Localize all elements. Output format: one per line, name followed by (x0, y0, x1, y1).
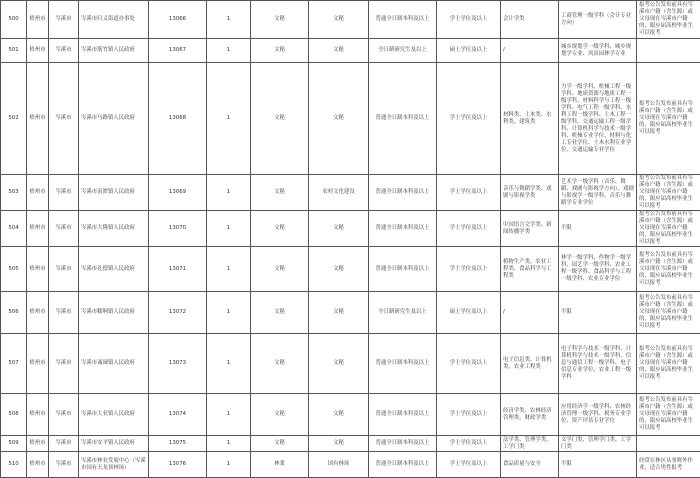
hire-count-cell: 1 (207, 394, 251, 436)
education-cell: 普通全日制本科及以上 (369, 394, 437, 436)
county-cell: 岑溪市 (49, 39, 79, 63)
duty-cell: 文秘 (309, 63, 369, 175)
post-type-cell: 文秘 (251, 436, 309, 452)
unit-name-cell: 岑溪市礼德镇人民政府 (79, 247, 149, 292)
hire-count-cell: 1 (207, 452, 251, 478)
degree-cell: 学士学位及以上 (437, 394, 501, 436)
education-cell: 普通全日制本科及以上 (369, 175, 437, 211)
major-graduate-cell: 工商管理一级学科（会计专业方向） (559, 1, 637, 39)
hire-count-cell: 1 (207, 1, 251, 39)
unit-name-cell: 岑溪市南渡镇人民政府 (79, 175, 149, 211)
duty-cell: 文秘 (309, 436, 369, 452)
post-code-cell: 13076 (149, 452, 207, 478)
hire-count-cell: 1 (207, 436, 251, 452)
education-cell: 普通全日制本科及以上 (369, 211, 437, 247)
post-type-cell: 文秘 (251, 1, 309, 39)
major-graduate-cell: 城乡规划学一级学科、城乡规划学专业、风景园林学专业 (559, 39, 637, 63)
degree-cell: 学士学位及以上 (437, 63, 501, 175)
other-conditions-cell: 报考公告发布前具有岑溪市户籍（含生源）或父母现在岑溪市户籍的，限应届高校毕业生可以报考 (637, 63, 700, 175)
education-cell: 普通全日制本科及以上 (369, 247, 437, 292)
table-row (1, 292, 700, 334)
city-cell: 梧州市 (27, 247, 49, 292)
major-undergrad-cell: 会计学类 (501, 1, 559, 39)
city-cell: 梧州市 (27, 436, 49, 452)
table-row (1, 211, 700, 247)
city-cell: 梧州市 (27, 63, 49, 175)
row-number: 508 (1, 394, 27, 436)
hire-count-cell: 1 (207, 247, 251, 292)
degree-cell: 学士学位及以上 (437, 211, 501, 247)
row-number: 507 (1, 334, 27, 394)
county-cell: 岑溪市 (49, 63, 79, 175)
city-cell: 梧州市 (27, 175, 49, 211)
other-conditions-cell: 报考公告发布前具有岑溪市户籍（含生源）或父母现在岑溪市户籍的，限应届高校毕业生可以报考 (637, 211, 700, 247)
duty-cell: 文秘 (309, 394, 369, 436)
major-undergrad-cell: 电子信息类、计算机类、农业工程类 (501, 334, 559, 394)
duty-cell: 文秘 (309, 39, 369, 63)
hire-count-cell: 1 (207, 211, 251, 247)
education-cell: 全日制研究生及以上 (369, 39, 437, 63)
unit-name-cell: 岑溪市筋竹镇人民政府 (79, 39, 149, 63)
table-row (1, 175, 700, 211)
other-conditions-cell: 报考公告发布前具有岑溪市户籍（含生源）或父母现在岑溪市户籍的，限应届高校毕业生可以报考 (637, 334, 700, 394)
county-cell: 岑溪市 (49, 436, 79, 452)
row-number: 510 (1, 452, 27, 478)
major-undergrad-cell: 材料类、土木类、水利类、建筑类 (501, 63, 559, 175)
hire-count-cell: 1 (207, 39, 251, 63)
city-cell: 梧州市 (27, 211, 49, 247)
education-cell: 普通全日制本科及以上 (369, 63, 437, 175)
table-row (1, 394, 700, 436)
table-row (1, 63, 700, 175)
other-conditions-cell: 报考公告发布前具有岑溪市户籍（含生源）或父母现在岑溪市户籍的，限应届高校毕业生可以报考 (637, 175, 700, 211)
duty-cell: 农村文化建设 (309, 175, 369, 211)
major-undergrad-cell: / (501, 39, 559, 63)
major-undergrad-cell: 法学类、管理学类、工学门类 (501, 436, 559, 452)
duty-cell: 文秘 (309, 292, 369, 334)
other-conditions-cell (637, 436, 700, 452)
education-cell: 全日制研究生及以上 (369, 292, 437, 334)
county-cell: 岑溪市 (49, 452, 79, 478)
unit-name-cell: 岑溪市大隆镇人民政府 (79, 211, 149, 247)
degree-cell: 学士学位及以上 (437, 452, 501, 478)
city-cell: 梧州市 (27, 1, 49, 39)
hire-count-cell: 1 (207, 175, 251, 211)
degree-cell: 学士学位及以上 (437, 1, 501, 39)
education-cell: 普通全日制本科及以上 (369, 1, 437, 39)
row-number: 503 (1, 175, 27, 211)
major-undergrad-cell: / (501, 292, 559, 334)
degree-cell: 硕士学位及以上 (437, 292, 501, 334)
major-undergrad-cell: 经济学类、农林经济管理类、财政学类 (501, 394, 559, 436)
row-number: 501 (1, 39, 27, 63)
post-code-cell: 13069 (149, 175, 207, 211)
city-cell: 梧州市 (27, 292, 49, 334)
post-code-cell: 13074 (149, 394, 207, 436)
table-row (1, 436, 700, 452)
other-conditions-cell (637, 39, 700, 63)
major-graduate-cell: 不限 (559, 211, 637, 247)
hire-count-cell: 1 (207, 63, 251, 175)
hire-count-cell: 1 (207, 334, 251, 394)
county-cell: 岑溪市 (49, 247, 79, 292)
city-cell: 梧州市 (27, 39, 49, 63)
education-cell: 普通全日制本科及以上 (369, 334, 437, 394)
post-code-cell: 13073 (149, 334, 207, 394)
major-graduate-cell: 林学一级学科、作物学一级学科、园艺学一级学科、农业工程一级学科、食品科学与工程一级学科、农业专业学位 (559, 247, 637, 292)
post-type-cell: 文秘 (251, 63, 309, 175)
row-number: 509 (1, 436, 27, 452)
table-row (1, 39, 700, 63)
major-graduate-cell: 电子科学与技术一级学科、计算机科学与技术一级学科、信息与通信工程一级学科、电子信息专业学位、农业工程一级学科 (559, 334, 637, 394)
other-conditions-cell: 报考公告发布前具有岑溪市户籍（含生源）或父母现在岑溪市户籍的，限应届高校毕业生可以报考 (637, 1, 700, 39)
major-graduate-cell: 不限 (559, 292, 637, 334)
major-graduate-cell: 不限 (559, 452, 637, 478)
major-graduate-cell: 艺术学一级学科（音乐、舞蹈、戏剧与影视学方向）、戏剧与影视学一级学科、音乐与舞蹈学专业学位 (559, 175, 637, 211)
major-undergrad-cell: 植物生产类、农业工程类、食品科学与工程类 (501, 247, 559, 292)
major-graduate-cell: 应用经济学一级学科、农林经济管理一级学科、税务专业学位、资产评估专业学位 (559, 394, 637, 436)
post-type-cell: 文秘 (251, 394, 309, 436)
degree-cell: 学士学位及以上 (437, 247, 501, 292)
other-conditions-cell: 报考公告发布前具有岑溪市户籍（含生源）或父母现在岑溪市户籍的，限应届高校毕业生可以报考 (637, 394, 700, 436)
post-code-cell: 13067 (149, 39, 207, 63)
row-number: 502 (1, 63, 27, 175)
row-number: 500 (1, 1, 27, 39)
other-conditions-cell: 报考公告发布前具有岑溪市户籍（含生源）或父母现在岑溪市户籍的，限应届高校毕业生可以报考 (637, 292, 700, 334)
post-code-cell: 13075 (149, 436, 207, 452)
duty-cell: 国有林场 (309, 452, 369, 478)
education-cell: 普通全日制本科及以上 (369, 452, 437, 478)
post-type-cell: 文秘 (251, 175, 309, 211)
degree-cell: 学士学位及以上 (437, 436, 501, 452)
post-code-cell: 13066 (149, 1, 207, 39)
unit-name-cell: 岑溪市糯垌镇人民政府 (79, 292, 149, 334)
duty-cell: 文秘 (309, 211, 369, 247)
major-undergrad-cell: 中国语言文学类、新闻传播学类 (501, 211, 559, 247)
table-row (1, 334, 700, 394)
education-cell: 普通全日制本科及以上 (369, 436, 437, 452)
table-row (1, 247, 700, 292)
table-row (1, 1, 700, 39)
other-conditions-cell: 经常在林区从事野外作业，适合男性报考 (637, 452, 700, 478)
city-cell: 梧州市 (27, 452, 49, 478)
post-type-cell: 林業 (251, 452, 309, 478)
post-code-cell: 13068 (149, 63, 207, 175)
unit-name-cell: 岑溪市归义街道办事处 (79, 1, 149, 39)
unit-name-cell: 岑溪市马路镇人民政府 (79, 63, 149, 175)
county-cell: 岑溪市 (49, 292, 79, 334)
county-cell: 岑溪市 (49, 1, 79, 39)
row-number: 506 (1, 292, 27, 334)
unit-name-cell: 岑溪市大业镇人民政府 (79, 394, 149, 436)
other-conditions-cell: 报考公告发布前具有岑溪市户籍（含生源）或父母现在岑溪市户籍的，限应届高校毕业生可以报考 (637, 247, 700, 292)
county-cell: 岑溪市 (49, 175, 79, 211)
unit-name-cell: 岑溪市安平镇人民政府 (79, 436, 149, 452)
county-cell: 岑溪市 (49, 211, 79, 247)
hire-count-cell: 1 (207, 292, 251, 334)
unit-name-cell: 岑溪市诚谏镇人民政府 (79, 334, 149, 394)
major-undergrad-cell: 音乐与舞蹈学类、戏剧与影视学类 (501, 175, 559, 211)
degree-cell: 学士学位及以上 (437, 175, 501, 211)
major-undergrad-cell: 食品质量与安全 (501, 452, 559, 478)
row-number: 505 (1, 247, 27, 292)
city-cell: 梧州市 (27, 394, 49, 436)
major-graduate-cell: 文学门类、管理学门类、工学门类 (559, 436, 637, 452)
county-cell: 岑溪市 (49, 334, 79, 394)
post-code-cell: 13071 (149, 247, 207, 292)
post-type-cell: 文秘 (251, 39, 309, 63)
post-type-cell: 文秘 (251, 334, 309, 394)
row-number: 504 (1, 211, 27, 247)
post-type-cell: 文秘 (251, 292, 309, 334)
duty-cell: 文秘 (309, 247, 369, 292)
duty-cell: 文秘 (309, 334, 369, 394)
post-code-cell: 13070 (149, 211, 207, 247)
post-code-cell: 13072 (149, 292, 207, 334)
city-cell: 梧州市 (27, 334, 49, 394)
unit-name-cell: 岑溪市林业发展中心（岑溪市国有天龙顶林场） (79, 452, 149, 478)
degree-cell: 学士学位及以上 (437, 334, 501, 394)
degree-cell: 硕士学位及以上 (437, 39, 501, 63)
table-row (1, 452, 700, 478)
post-type-cell: 文秘 (251, 211, 309, 247)
post-type-cell: 文秘 (251, 247, 309, 292)
major-graduate-cell: 力学一级学科、机械工程一级学科、地质资源与地质工程一级学科、材料科学与工程一级学科、电气工程一级学科、水利工程一级学科、土木工程一级学科、交通运输工程一级学科、计算机科学与技术一级学科、机械专业学位、材料与化工专业学位、土木水利专业学位、交通运输专业学位 (559, 63, 637, 175)
duty-cell: 文秘 (309, 1, 369, 39)
county-cell: 岑溪市 (49, 394, 79, 436)
